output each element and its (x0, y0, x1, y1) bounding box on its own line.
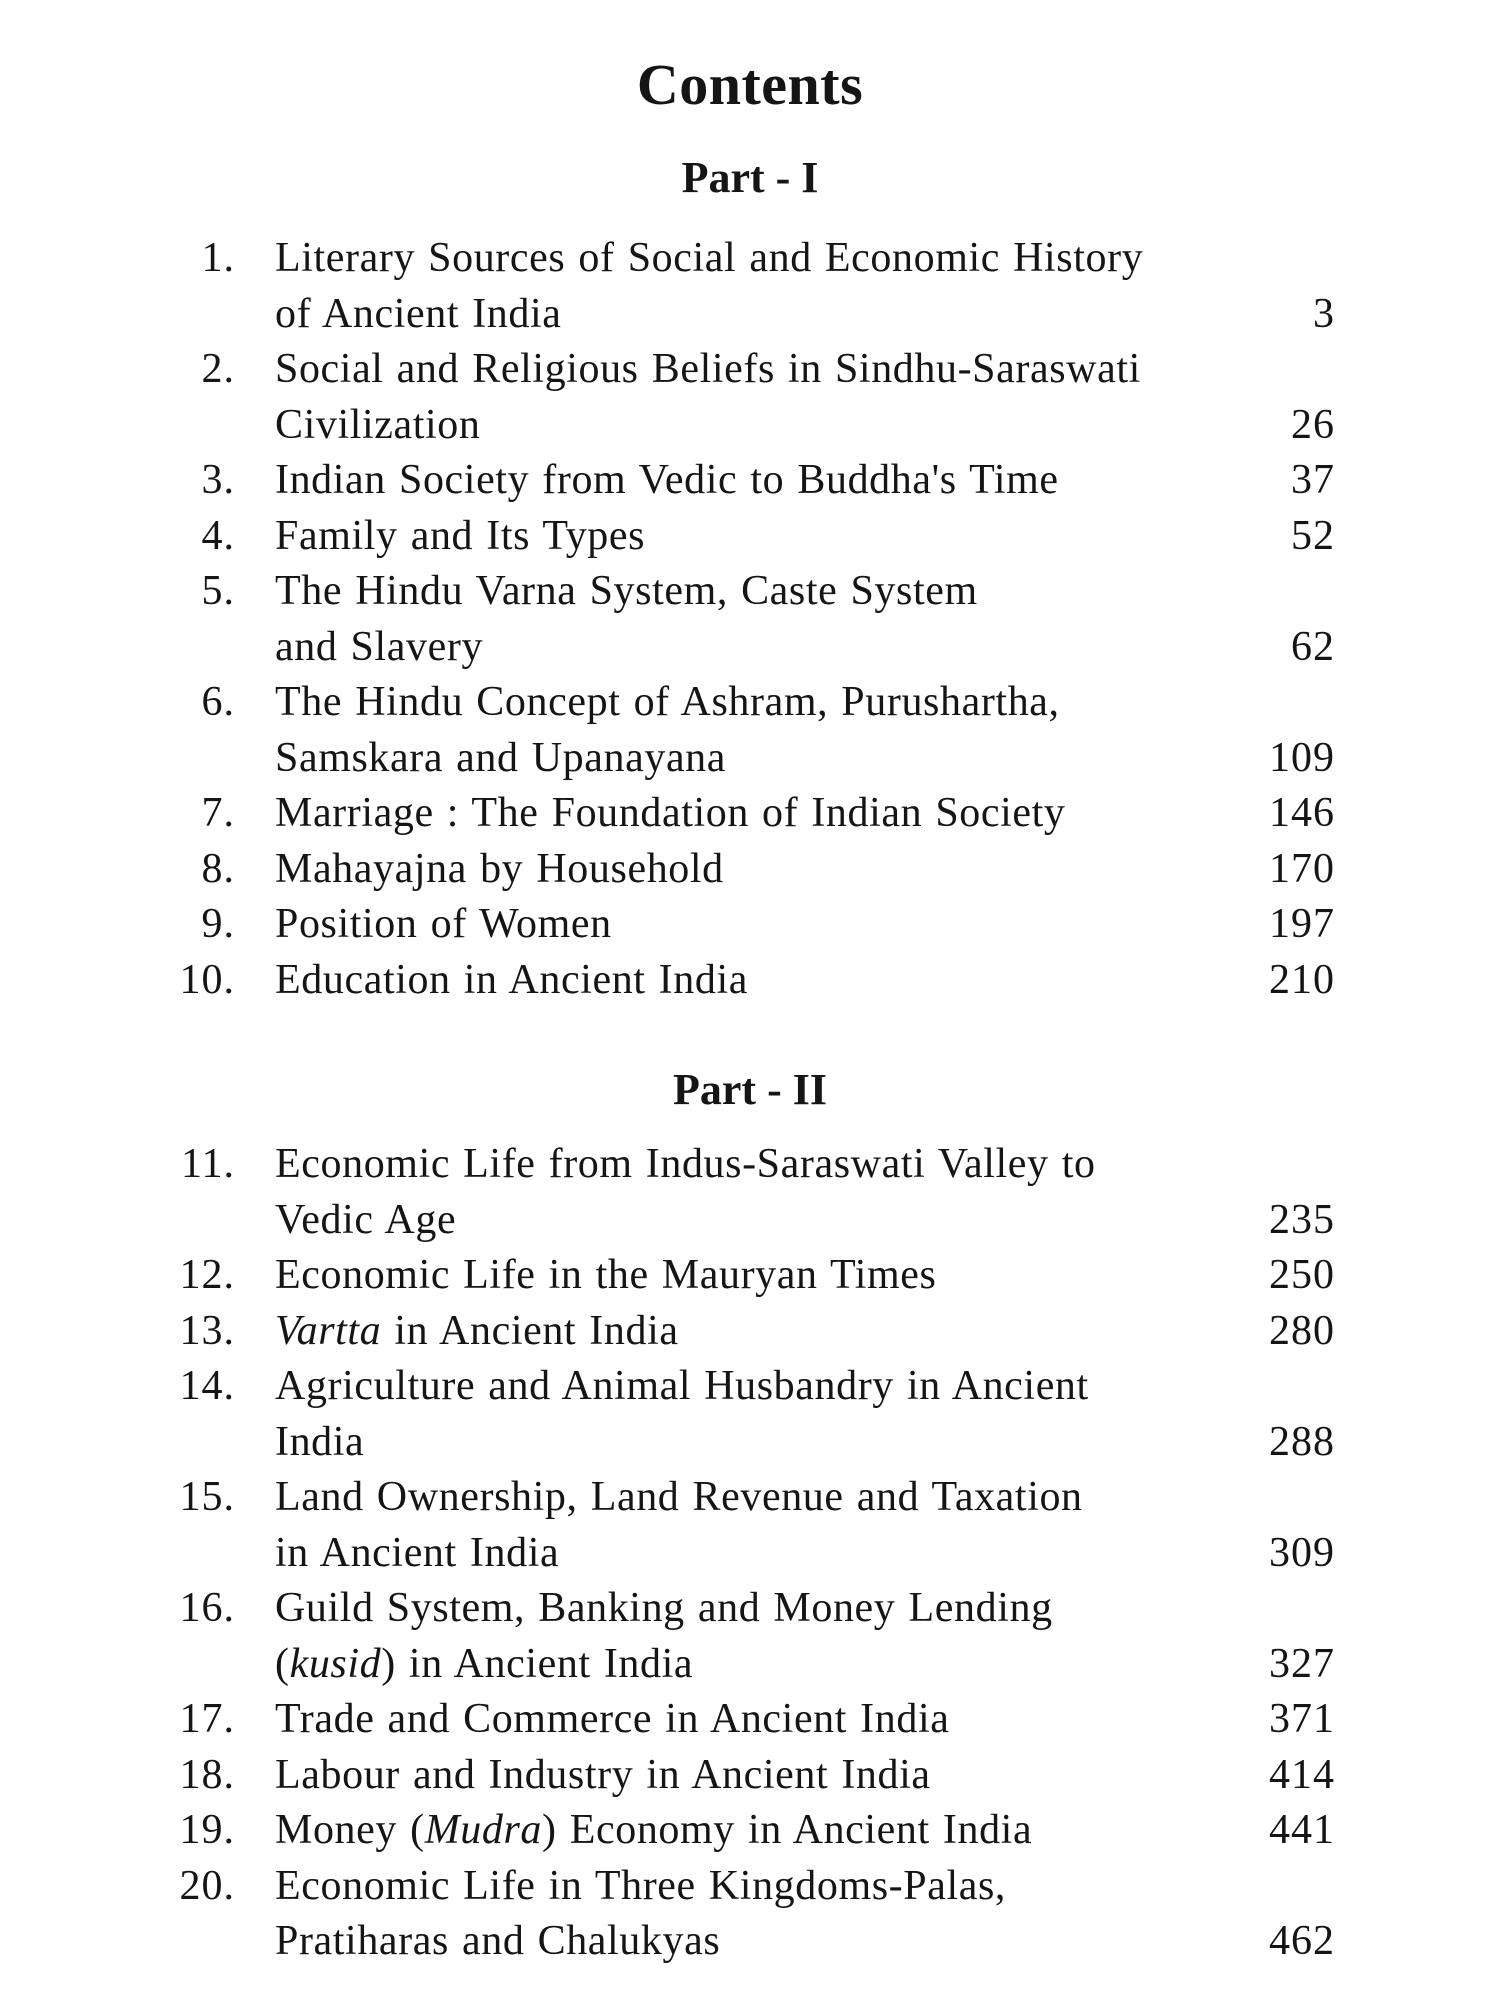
entry-page-number: 52 (1291, 512, 1335, 559)
toc-entry-14 (0, 1359, 1500, 1470)
entry-page-number: 26 (1291, 401, 1335, 448)
entry-title-line: Economic Life in Three Kingdoms-Palas, (275, 1862, 1007, 1909)
entry-title (275, 953, 1305, 1009)
toc-entry-12 (0, 1248, 1500, 1304)
entry-title-line: and Slavery (275, 623, 484, 670)
entry-page-number: 371 (1269, 1696, 1335, 1742)
toc-entry-18 (0, 1748, 1500, 1804)
page-title: Contents (636, 52, 864, 117)
toc-entry-9 (0, 897, 1500, 953)
toc-entry-1 (0, 231, 1500, 342)
toc-entry-2 (0, 342, 1500, 453)
entry-page-number: 250 (1269, 1252, 1335, 1298)
entry-title (275, 1359, 1305, 1470)
entry-title-line: Agriculture and Animal Husbandry in Ancient (275, 1363, 1089, 1409)
entry-title-line: Economic Life in the Mauryan Times (275, 1252, 937, 1298)
entry-title-line: of Ancient India (275, 290, 562, 337)
entry-number: 12. (179, 1252, 235, 1298)
toc-entry-13 (0, 1304, 1500, 1360)
entry-number: 4. (201, 512, 235, 559)
entry-page-number: 414 (1269, 1751, 1335, 1798)
entry-title-pre: Money ( (275, 1807, 425, 1853)
part-2-heading: Part - II (673, 1065, 827, 1114)
entry-number: 20. (179, 1862, 235, 1909)
entry-title (275, 1470, 1305, 1581)
entry-title (275, 1137, 1305, 1248)
entry-number: 16. (179, 1585, 235, 1631)
entry-number: 7. (201, 790, 235, 836)
entry-title-line: Trade and Commerce in Ancient India (275, 1696, 950, 1742)
entry-number: 10. (179, 956, 235, 1003)
part-1-heading: Part - I (681, 153, 819, 202)
italic-term: Vartta (275, 1307, 382, 1354)
toc-entry-16 (0, 1581, 1500, 1692)
toc-entry-7 (0, 786, 1500, 842)
entry-page-number: 146 (1269, 790, 1335, 836)
entry-number: 11. (181, 1141, 235, 1187)
entry-title-line: Samskara and Upanayana (275, 734, 727, 781)
entry-title-line: Labour and Industry in Ancient India (275, 1751, 931, 1798)
entry-page-number: 170 (1269, 845, 1335, 892)
entry-title-line: Literary Sources of Social and Economic History (275, 235, 1144, 281)
entry-title (275, 842, 1305, 898)
entry-title (275, 1248, 1305, 1304)
entry-title (275, 342, 1305, 453)
entry-page-number: 280 (1269, 1307, 1335, 1354)
part-1-contents (0, 231, 1500, 1008)
toc-entry-5 (0, 564, 1500, 675)
entry-title-rest: ) in Ancient India (381, 1640, 694, 1687)
entry-page-number: 288 (1269, 1418, 1335, 1465)
entry-page-number: 3 (1313, 290, 1335, 337)
entry-title-line: Civilization (275, 401, 481, 448)
toc-entry-4 (0, 509, 1500, 565)
italic-term: Mudra (424, 1807, 543, 1853)
entry-number: 8. (201, 845, 235, 892)
toc-entry-10 (0, 953, 1500, 1009)
entry-title-rest: ) Economy in Ancient India (542, 1807, 1033, 1853)
entry-number: 14. (179, 1363, 235, 1409)
entry-title (275, 1859, 1305, 1970)
entry-number: 15. (179, 1474, 235, 1520)
entry-title (275, 897, 1305, 953)
part-2-contents (0, 1137, 1500, 1970)
entry-number: 2. (201, 346, 235, 392)
entry-title-line: Guild System, Banking and Money Lending (275, 1585, 1053, 1631)
entry-number: 3. (201, 457, 235, 503)
entry-title-line: Mahayajna by Household (275, 845, 724, 892)
entry-title-rest: in Ancient India (381, 1307, 679, 1354)
toc-entry-17 (0, 1692, 1500, 1748)
entry-title-line: Position of Women (275, 901, 612, 947)
entry-title-line: Social and Religious Beliefs in Sindhu-Saraswati (275, 346, 1141, 392)
entry-title-line: Economic Life from Indus-Saraswati Valley to (275, 1141, 1096, 1187)
toc-entry-15 (0, 1470, 1500, 1581)
entry-title (275, 1692, 1305, 1748)
entry-page-number: 441 (1269, 1807, 1335, 1853)
entry-number: 13. (179, 1307, 235, 1354)
toc-entry-8 (0, 842, 1500, 898)
entry-title-line: Education in Ancient India (275, 956, 748, 1003)
entry-title (275, 675, 1305, 786)
entry-title-line (275, 1304, 1305, 1360)
entry-title (275, 786, 1305, 842)
entry-number: 1. (201, 235, 235, 281)
entry-title (275, 1803, 1305, 1859)
entry-title-line (275, 1803, 1305, 1859)
entry-title (275, 509, 1305, 565)
toc-entry-6 (0, 675, 1500, 786)
entry-title (275, 453, 1305, 509)
entry-title-line (275, 1637, 1305, 1693)
entry-page-number: 109 (1269, 734, 1335, 781)
entry-title-line: India (275, 1418, 365, 1465)
entry-title (275, 1748, 1305, 1804)
entry-page-number: 309 (1269, 1529, 1335, 1576)
entry-title-line: Indian Society from Vedic to Buddha's Time (275, 457, 1059, 503)
entry-title-line: Marriage : The Foundation of Indian Society (275, 790, 1066, 836)
entry-title-line: The Hindu Varna System, Caste System (275, 568, 978, 614)
entry-page-number: 327 (1269, 1640, 1335, 1687)
entry-title (275, 231, 1305, 342)
entry-title-line: Family and Its Types (275, 512, 646, 559)
entry-title-line: The Hindu Concept of Ashram, Purushartha, (275, 679, 1060, 725)
entry-page-number: 462 (1269, 1918, 1335, 1964)
entry-title (275, 1304, 1305, 1360)
entry-page-number: 197 (1269, 901, 1335, 947)
entry-number: 18. (179, 1751, 235, 1798)
entry-number: 5. (201, 568, 235, 614)
toc-entry-11 (0, 1137, 1500, 1248)
entry-title-line: Land Ownership, Land Revenue and Taxation (275, 1474, 1083, 1520)
entry-number: 9. (201, 901, 235, 947)
entry-page-number: 62 (1291, 623, 1335, 670)
entry-title-line: Vedic Age (275, 1196, 457, 1243)
entry-number: 6. (201, 679, 235, 725)
entry-page-number: 235 (1269, 1196, 1335, 1243)
entry-title-line: in Ancient India (275, 1529, 560, 1576)
entry-number: 19. (179, 1807, 235, 1853)
toc-entry-20 (0, 1859, 1500, 1970)
entry-title (275, 564, 1305, 675)
entry-page-number: 37 (1291, 457, 1335, 503)
toc-entry-3 (0, 453, 1500, 509)
italic-term: kusid (289, 1640, 382, 1687)
toc-entry-19 (0, 1803, 1500, 1859)
entry-title-line: Pratiharas and Chalukyas (275, 1918, 721, 1964)
entry-title (275, 1581, 1305, 1692)
paren-open: ( (275, 1640, 290, 1687)
entry-page-number: 210 (1269, 956, 1335, 1003)
entry-number: 17. (179, 1696, 235, 1742)
